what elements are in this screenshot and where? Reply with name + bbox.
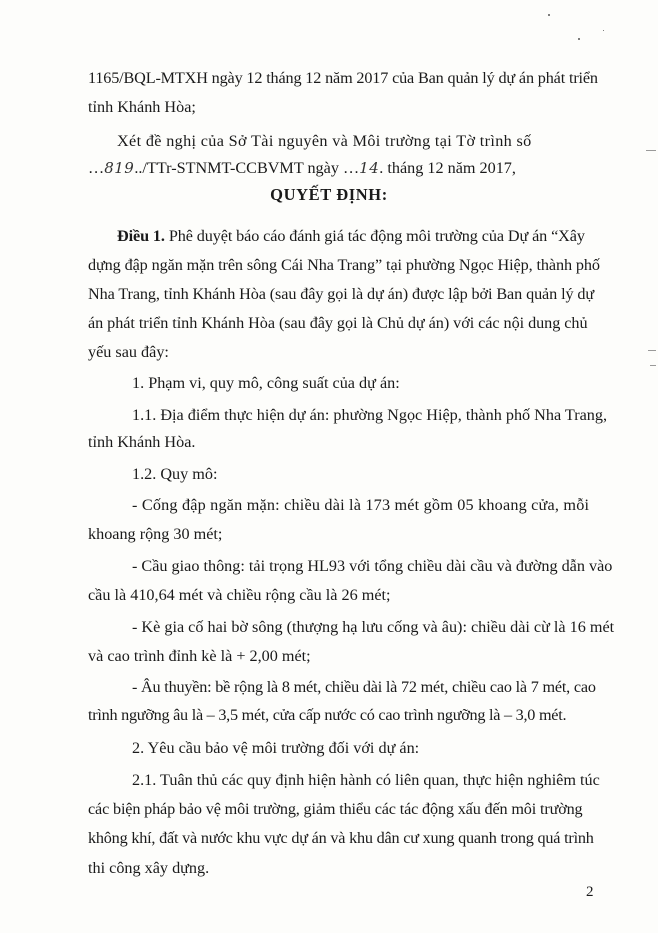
- text-line-2: tỉnh Khánh Hòa;: [88, 98, 196, 116]
- text-line-21: trình ngưỡng âu là – 3,5 mét, cửa cấp nước có cao trình ngưỡng là – 3,0 mét.: [88, 706, 567, 724]
- document-code: ../TTr-STNMT-CCBVMT ngày …: [134, 159, 360, 177]
- decision-title: QUYẾT ĐỊNH:: [270, 185, 388, 204]
- article-label: Điều 1.: [117, 227, 165, 245]
- scan-speck: [548, 14, 550, 16]
- handwritten-day: 14: [359, 159, 380, 177]
- text-line-12: tỉnh Khánh Hòa.: [88, 433, 196, 451]
- text-line-8: án phát triển tỉnh Khánh Hòa (sau đây gọi là Chủ dự án) với các nội dung chủ: [88, 314, 588, 332]
- text-line-25: không khí, đất và nước khu vực dự án và khu dân cư xung quanh trong quá trình: [88, 829, 594, 847]
- text-line-7: Nha Trang, tỉnh Khánh Hòa (sau đây gọi là dự án) được lập bởi Ban quản lý dự: [88, 285, 595, 303]
- text-line-3: Xét đề nghị của Sở Tài nguyên và Môi trường tại Tờ trình số: [117, 132, 532, 150]
- ellipsis-pre: …: [88, 159, 105, 177]
- text-line-23: 2.1. Tuân thủ các quy định hiện hành có liên quan, thực hiện nghiêm túc: [132, 771, 600, 789]
- scan-edge-mark: [646, 150, 656, 151]
- text-line-14: - Cống đập ngăn mặn: chiều dài là 173 mét gồm 05 khoang cửa, mỗi: [132, 496, 590, 514]
- text-line-20: - Âu thuyền: bề rộng là 8 mét, chiều dài là 72 mét, chiều cao là 7 mét, cao: [132, 678, 596, 696]
- text-line-13: 1.2. Quy mô:: [132, 465, 218, 483]
- text-line-19: và cao trình đỉnh kè là + 2,00 mét;: [88, 647, 311, 665]
- article-text: Phê duyệt báo cáo đánh giá tác động môi trường của Dự án “Xây: [164, 227, 585, 245]
- scan-speck: [603, 30, 604, 31]
- text-line-22: 2. Yêu cầu bảo vệ môi trường đối với dự án:: [132, 739, 420, 757]
- scan-edge-mark: [648, 350, 656, 351]
- text-line-4: [88, 158, 516, 178]
- text-line-11: 1.1. Địa điểm thực hiện dự án: phường Ngọc Hiệp, thành phố Nha Trang,: [132, 406, 608, 424]
- text-line-18: - Kè gia cố hai bờ sông (thượng hạ lưu cống và âu): chiều dài cừ là 16 mét: [132, 618, 615, 636]
- text-line-15: khoang rộng 30 mét;: [88, 525, 223, 543]
- scan-edge-mark: [650, 365, 656, 366]
- handwritten-number: 819: [104, 159, 135, 177]
- date-tail: . tháng 12 năm 2017,: [379, 159, 516, 177]
- text-line-16: - Cầu giao thông: tải trọng HL93 với tổng chiều dài cầu và đường dẫn vào: [132, 557, 613, 575]
- text-line-26: thi công xây dựng.: [88, 859, 210, 877]
- text-line-5: [117, 226, 585, 246]
- text-line-24: các biện pháp bảo vệ môi trường, giảm thiểu các tác động xấu đến môi trường: [88, 800, 583, 818]
- text-line-9: yếu sau đây:: [88, 343, 169, 361]
- text-line-1: 1165/BQL-MTXH ngày 12 tháng 12 năm 2017 của Ban quản lý dự án phát triển: [88, 69, 598, 87]
- text-line-6: dựng đập ngăn mặn trên sông Cái Nha Trang” tại phường Ngọc Hiệp, thành phố: [88, 256, 600, 274]
- page-number: 2: [586, 884, 594, 900]
- scan-speck: [578, 38, 580, 40]
- text-line-10: 1. Phạm vi, quy mô, công suất của dự án:: [132, 374, 400, 392]
- text-line-17: cầu là 410,64 mét và chiều rộng cầu là 26 mét;: [88, 586, 391, 604]
